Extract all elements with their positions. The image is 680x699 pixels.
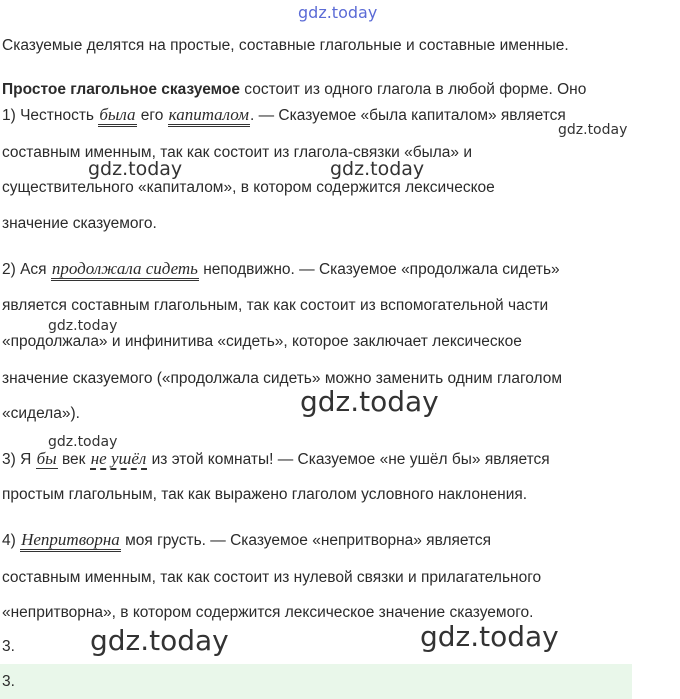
item1-mid: его xyxy=(136,107,168,124)
item1-word-byla: была xyxy=(98,105,136,127)
item1-after: . — Сказуемое «была капиталом» является xyxy=(250,107,566,124)
item2-line2: является составным глагольным, так как состоит из вспомогательной части xyxy=(2,297,549,314)
item1-word-kapitalom: капиталом xyxy=(168,105,250,127)
item4-after: моя грусть. — Сказуемое «непритворна» является xyxy=(120,532,492,549)
item3-line2: простым глагольным, так как выражено глаголом условного наклонения. xyxy=(2,486,528,503)
item2-line5: «сидела»). xyxy=(2,405,80,422)
item3-word-ne-ushel: не ушёл xyxy=(90,449,147,468)
item3-mid: век xyxy=(57,451,90,468)
item2-after: неподвижно. — Сказуемое «продолжала сидеть» xyxy=(198,261,560,278)
section-number: 3. xyxy=(2,638,15,655)
watermark-small: gdz.today xyxy=(558,122,628,138)
highlight-bar xyxy=(0,664,632,699)
item1-line2: составным именным, так как состоит из глагола-связки «была» и xyxy=(2,144,472,161)
watermark-large: gdz.today xyxy=(90,624,229,657)
item2-prefix: 2) Ася xyxy=(2,261,51,278)
item2-word-prodolzhala-sidet: продолжала сидеть xyxy=(51,259,199,281)
item2-line3: «продолжала» и инфинитива «сидеть», которое заключает лексическое xyxy=(2,333,522,350)
definition-term: Простое глагольное сказуемое xyxy=(2,81,240,98)
item2-line1 xyxy=(2,259,560,280)
section-number-highlight: 3. xyxy=(2,673,15,690)
item3-line1 xyxy=(2,449,550,470)
definition-rest: состоит из одного глагола в любой форме. Оно xyxy=(239,81,587,98)
item1-line4: значение сказуемого. xyxy=(2,215,157,232)
watermark-small: gdz.today xyxy=(48,434,118,450)
intro-text: Сказуемые делятся на простые, составные глагольные и составные именные. xyxy=(2,37,569,54)
item1-line3: существительного «капиталом», в котором содержится лексическое xyxy=(2,179,495,196)
item3-after: из этой комнаты! — Сказуемое «не ушёл бы» является xyxy=(147,451,550,468)
watermark-medium: gdz.today xyxy=(330,158,425,180)
item4-line1 xyxy=(2,530,491,551)
item3-prefix: 3) Я xyxy=(2,451,36,468)
watermark-small: gdz.today xyxy=(48,318,118,334)
item4-line3: «непритворна», в котором содержится лексическое значение сказуемого. xyxy=(2,604,534,621)
watermark-medium: gdz.today xyxy=(88,158,183,180)
item1-prefix: 1) Честность xyxy=(2,107,99,124)
item3-word-by: бы xyxy=(36,449,57,468)
watermark-large: gdz.today xyxy=(420,620,559,653)
item4-word-nepritvorna: Непритворна xyxy=(20,530,121,552)
item1-line1 xyxy=(2,105,566,126)
item2-line4: значение сказуемого («продолжала сидеть» можно заменить одним глаголом xyxy=(2,370,563,387)
item4-line2: составным именным, так как состоит из нулевой связки и прилагательного xyxy=(2,569,542,586)
simple-predicate-definition xyxy=(2,80,586,100)
watermark-top: gdz.today xyxy=(298,3,378,22)
watermark-large: gdz.today xyxy=(300,385,439,418)
item4-prefix: 4) xyxy=(2,532,21,549)
